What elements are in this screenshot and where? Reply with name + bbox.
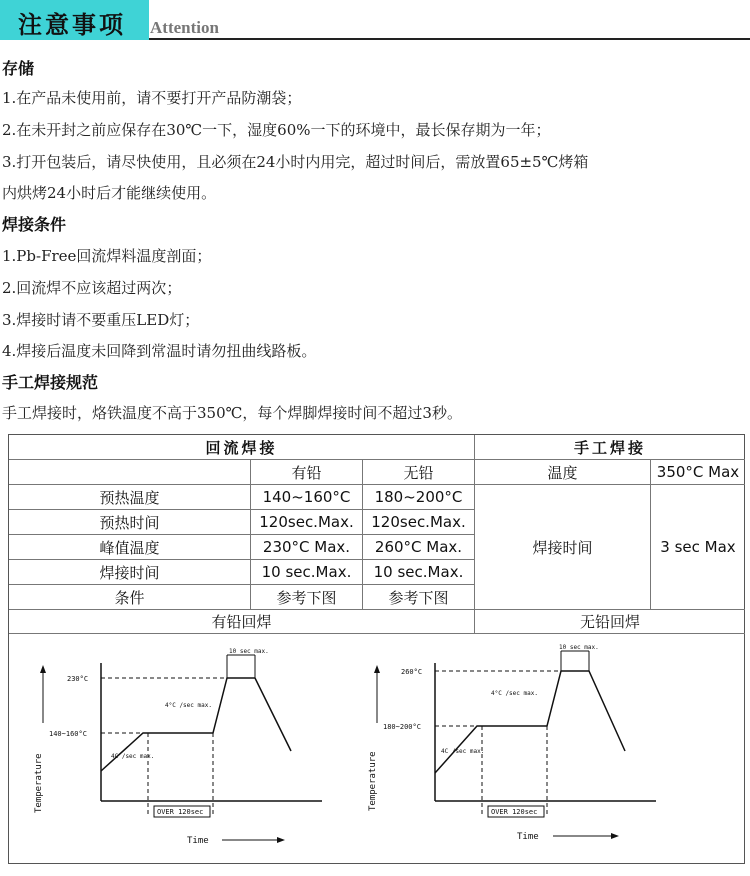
time-label: 焊接时间	[475, 485, 651, 610]
storage-item: 3.打开包装后，请尽快使用，且必须在24小时内用完，超过时间后，需放置65±5℃烤箱	[2, 153, 589, 171]
over-label: OVER 120sec	[157, 808, 204, 816]
title-box	[0, 0, 149, 40]
temp-label: 温度	[475, 460, 651, 485]
page-subtitle: Attention	[150, 18, 219, 37]
preheat-temp-label: 140~160°C	[49, 730, 87, 738]
reflow-header: 回流焊接	[9, 435, 475, 460]
storage-item: 2.在未开封之前应保存在30℃一下，湿度60%一下的环境中，最长保存期为一年；	[2, 121, 551, 139]
leaded-reflow-chart	[27, 643, 357, 855]
page-title: 注意事项	[18, 11, 126, 39]
row-label: 焊接时间	[9, 560, 251, 585]
ramp-label: 4°C /sec max.	[491, 690, 538, 697]
ramp-label-2: 4C /sec max.	[111, 753, 155, 760]
x-arrow-head	[277, 837, 285, 843]
leadfree-col-header: 无铅	[363, 460, 475, 485]
blank-cell	[9, 460, 251, 485]
spec-table	[8, 434, 745, 864]
x-axis-label: Time	[517, 832, 539, 842]
x-axis-label: Time	[187, 836, 209, 846]
leadfree-value: 260°C Max.	[363, 535, 475, 560]
leaded-value: 参考下图	[251, 585, 363, 610]
temp-value: 350°C Max	[651, 460, 745, 485]
leaded-value: 230°C Max.	[251, 535, 363, 560]
leadfree-value: 参考下图	[363, 585, 475, 610]
y-axis-label: Temperature	[368, 751, 378, 811]
over-label: OVER 120sec	[491, 808, 538, 816]
welding-title: 焊接条件	[2, 215, 67, 234]
leaded-value: 120sec.Max.	[251, 510, 363, 535]
leadfree-reflow-chart	[361, 643, 691, 855]
time-value: 3 sec Max	[651, 485, 745, 610]
row-label: 预热时间	[9, 510, 251, 535]
welding-item: 1.Pb-Free回流焊料温度剖面；	[2, 247, 212, 265]
page-header	[0, 0, 750, 42]
manual-header: 手工焊接	[475, 435, 745, 460]
leaded-reflow-label: 有铅回焊	[9, 610, 475, 634]
leadfree-value: 120sec.Max.	[363, 510, 475, 535]
ramp-label-2: 4C /sec max.	[441, 748, 485, 755]
leadfree-value: 10 sec.Max.	[363, 560, 475, 585]
manual-text: 手工焊接时，烙铁温度不高于350℃，每个焊脚焊接时间不超过3秒。	[2, 404, 462, 422]
row-label: 预热温度	[9, 485, 251, 510]
y-arrow-head	[40, 665, 46, 673]
header-rule	[149, 38, 750, 40]
manual-title: 手工焊接规范	[2, 373, 99, 392]
storage-item: 1.在产品未使用前，请不要打开产品防潮袋；	[2, 89, 302, 107]
storage-item: 内烘烤24小时后才能继续使用。	[2, 184, 217, 202]
leaded-value: 10 sec.Max.	[251, 560, 363, 585]
welding-item: 3.焊接时请不要重压LED灯；	[2, 311, 200, 329]
leaded-col-header: 有铅	[251, 460, 363, 485]
storage-title: 存储	[2, 59, 35, 78]
peak-time-label: 10 sec max.	[559, 644, 599, 651]
row-label: 条件	[9, 585, 251, 610]
peak-temp-label: 230°C	[67, 675, 89, 683]
ramp-label: 4°C /sec max.	[165, 702, 212, 709]
row-label: 峰值温度	[9, 535, 251, 560]
y-axis-label: Temperature	[34, 753, 44, 813]
x-arrow-head	[611, 833, 619, 839]
peak-temp-label: 260°C	[401, 668, 423, 676]
leadfree-reflow-label: 无铅回焊	[475, 610, 745, 634]
preheat-temp-label: 180~200°C	[383, 723, 421, 731]
peak-time-label: 10 sec max.	[229, 648, 269, 655]
leadfree-value: 180~200°C	[363, 485, 475, 510]
welding-item: 2.回流焊不应该超过两次；	[2, 279, 182, 297]
profile-curve	[435, 671, 625, 773]
leaded-value: 140~160°C	[251, 485, 363, 510]
y-arrow-head	[374, 665, 380, 673]
welding-item: 4.焊接后温度未回降到常温时请勿扭曲线路板。	[2, 342, 317, 360]
